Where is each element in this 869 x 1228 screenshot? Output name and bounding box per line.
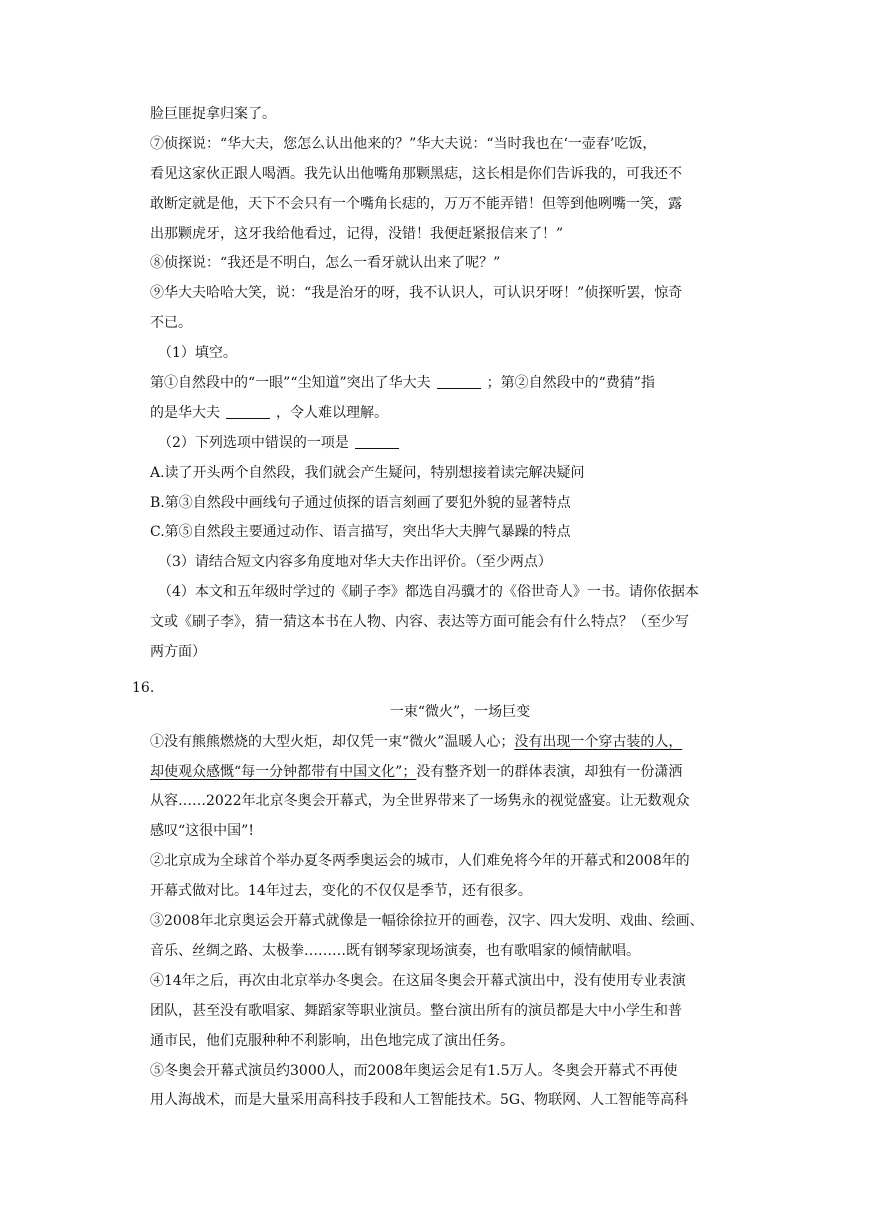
passage-line: 开幕式做对比。14年过去，变化的不仅仅是季节，还有很多。	[150, 883, 532, 900]
passage-paragraph-1	[150, 728, 740, 758]
story-line: 不已。	[150, 315, 192, 332]
passage-paragraph-2: ②北京成为全球首个举办夏冬两季奥运会的城市，人们难免将今年的开幕式和2008年的	[150, 853, 690, 870]
story-line: 看见这家伙正跟人喝酒。我先认出他嘴角那颗黑痣，这长相是你们告诉我的，可我还不	[150, 165, 682, 182]
passage-paragraph-4: ④14年之后，再次由北京举办冬奥会。在这届冬奥会开幕式演出中，没有使用专业表演	[150, 972, 686, 989]
answer-blank-2[interactable]	[226, 404, 270, 419]
question-4-line-2: 文或《刷子李》，猜一猜这本书在人物、内容、表达等方面可能会有什么特点？（至少写	[150, 614, 689, 631]
question-16-spacer	[150, 668, 740, 698]
question-3: （3）请结合短文内容多角度地对华大夫作出评价。（至少两点）	[158, 554, 552, 571]
option-c: C.第⑤自然段主要通过动作、语言描写，突出华大夫脾气暴躁的特点	[150, 524, 571, 541]
answer-blank-3[interactable]	[355, 434, 399, 449]
question-1-heading: （1）填空。	[158, 345, 237, 362]
passage-line: 通市民，他们克服种种不利影响，出色地完成了演出任务。	[150, 1032, 514, 1049]
question-text: 的是华大夫	[150, 404, 220, 421]
option-a: A.读了开头两个自然段，我们就会产生疑问，特别想接着读完解决疑问	[150, 464, 585, 481]
question-text: （2）下列选项中错误的一项是	[158, 434, 349, 451]
passage-text: ①没有熊熊燃烧的大型火炬，却仅凭一束“微火”温暖人心；	[150, 733, 515, 750]
story-line: 敢断定就是他，天下不会只有一个嘴角长痣的，万万不能弄错！但等到他咧嘴一笑，露	[150, 195, 682, 212]
passage-line: 从容……2022年北京冬奥会开幕式，为全世界带来了一场隽永的视觉盛宴。让无数观众	[150, 793, 690, 810]
passage-line	[150, 758, 740, 788]
answer-blank-1[interactable]	[437, 374, 481, 389]
story-paragraph-8: ⑧侦探说：“我还是不明白，怎么一看牙就认出来了呢？”	[150, 255, 501, 272]
passage-paragraph-3: ③2008年北京奥运会开幕式就像是一幅徐徐拉开的画卷，汉字、四大发明、戏曲、绘画、	[150, 913, 704, 930]
passage-paragraph-5: ⑤冬奥会开幕式演员约3000人，而2008年奥运会足有1.5万人。冬奥会开幕式不再使	[150, 1062, 678, 1079]
question-4-line-1: （4）本文和五年级时学过的《刷子李》都选自冯骥才的《俗世奇人》一书。请你依据本	[158, 584, 699, 601]
question-text: ；第②自然段中的“费猜”指	[486, 375, 655, 392]
question-number-16: 16.	[132, 680, 155, 696]
underlined-sentence: 没有出现一个穿古装的人，	[514, 733, 683, 750]
passage-text: 没有整齐划一的群体表演，却独有一份潇洒	[416, 763, 683, 780]
question-4-line-3: 两方面）	[150, 644, 206, 661]
question-text: 第①自然段中的“一眼”“尘知道”突出了华大夫	[150, 375, 431, 392]
document-text	[150, 100, 740, 1116]
question-1-line-1	[150, 369, 740, 399]
passage-title: 一束“微火”，一场巨变	[389, 703, 531, 720]
question-1-line-2	[150, 399, 740, 429]
question-text: ，令人难以理解。	[276, 404, 388, 421]
option-b: B.第③自然段中画线句子通过侦探的语言刻画了要犯外貌的显著特点	[150, 494, 571, 511]
story-line: 出那颗虎牙，这牙我给他看过，记得，没错！我便赶紧报信来了！”	[150, 225, 564, 242]
story-line: 脸巨匪捉拿归案了。	[150, 106, 276, 122]
underlined-sentence: 却使观众感慨“每一分钟都带有中国文化”；	[150, 763, 417, 780]
passage-line: 感叹“这很中国”!	[150, 823, 254, 840]
passage-line: 用人海战术，而是大量采用高科技手段和人工智能技术。5G、物联网、人工智能等高科	[150, 1092, 689, 1109]
passage-line: 音乐、丝绸之路、太极拳………既有钢琴家现场演奏，也有歌唱家的倾情献唱。	[150, 942, 640, 959]
question-2-heading	[150, 429, 740, 459]
passage-line: 团队，甚至没有歌唱家、舞蹈家等职业演员。整台演出所有的演员都是大中小学生和普	[150, 1002, 682, 1019]
story-paragraph-9: ⑨华大夫哈哈大笑，说：“我是治牙的呀，我不认识人，可认识牙呀！”侦探听罢，惊奇	[150, 285, 683, 302]
story-paragraph-7: ⑦侦探说：“华大夫，您怎么认出他来的？”华大夫说：“当时我也在‘一壶春’吃饭，	[150, 135, 657, 152]
